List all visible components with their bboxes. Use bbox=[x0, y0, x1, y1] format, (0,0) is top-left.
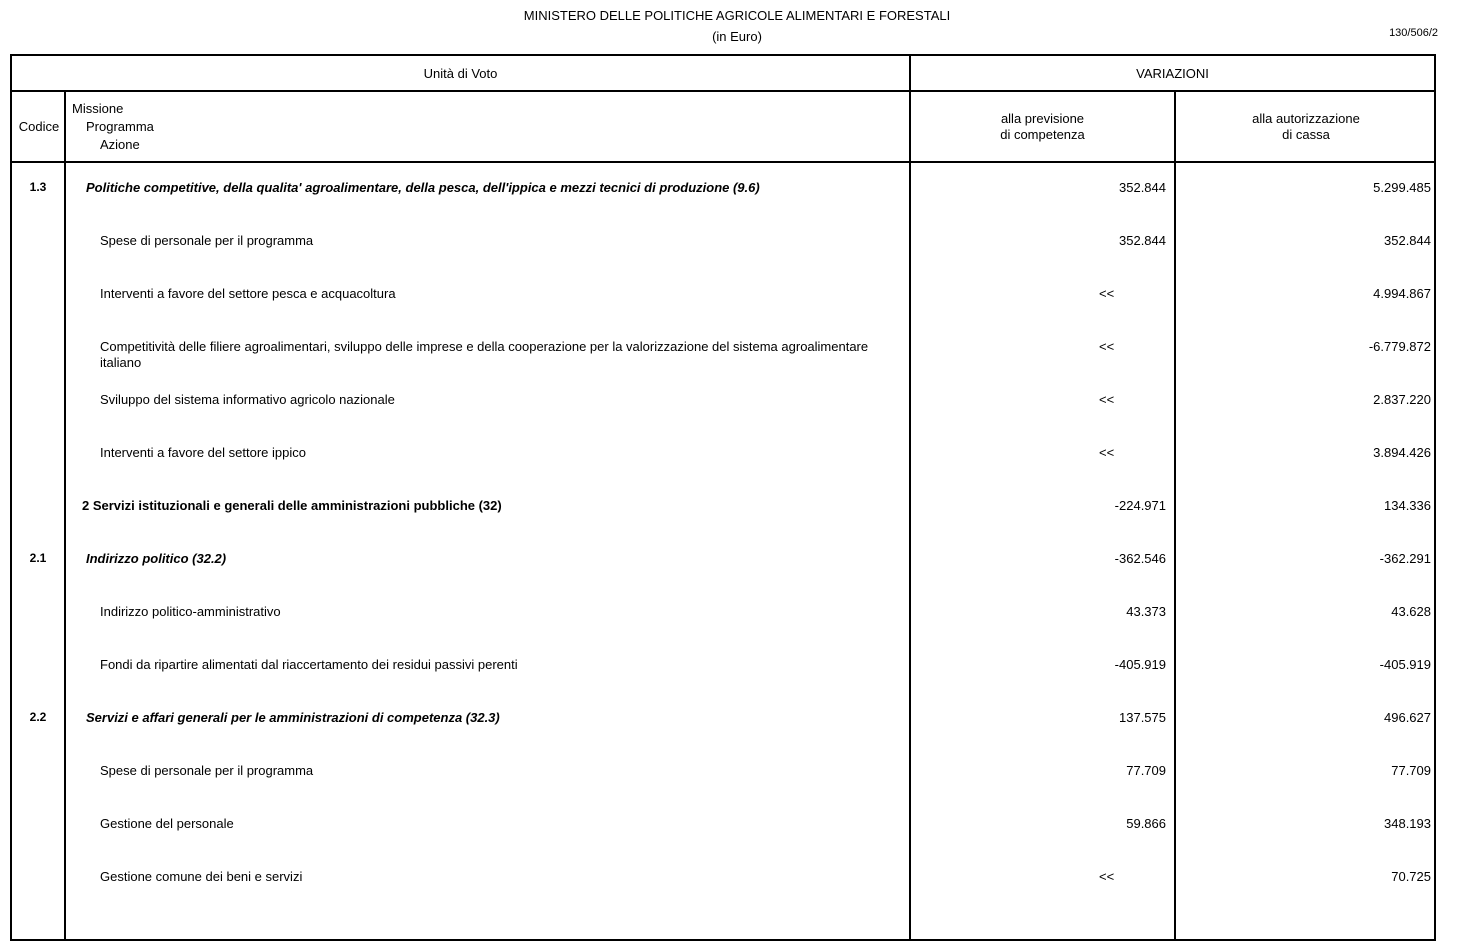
row-cassa: 77.709 bbox=[1391, 763, 1431, 778]
table-row bbox=[12, 640, 1434, 693]
table-row bbox=[12, 534, 1434, 587]
row-cassa: 2.837.220 bbox=[1373, 392, 1431, 407]
row-previsione: << bbox=[1099, 339, 1115, 354]
table-row bbox=[12, 852, 1434, 905]
table-row bbox=[12, 746, 1434, 799]
row-previsione: << bbox=[1099, 392, 1115, 407]
row-code: 1.3 bbox=[29, 180, 47, 194]
page-title: MINISTERO DELLE POLITICHE AGRICOLE ALIMENTARI E FORESTALI bbox=[523, 8, 951, 23]
table-row bbox=[12, 799, 1434, 852]
row-description: Gestione comune dei beni e servizi bbox=[100, 869, 303, 884]
row-previsione: 352.844 bbox=[1119, 180, 1166, 195]
row-description: Spese di personale per il programma bbox=[100, 763, 314, 778]
column-header-previsione bbox=[911, 111, 1174, 143]
table-row bbox=[12, 693, 1434, 746]
table-row bbox=[12, 375, 1434, 428]
row-code: 2.2 bbox=[29, 710, 47, 724]
row-description: Sviluppo del sistema informativo agricolo nazionale bbox=[100, 392, 395, 407]
table-row bbox=[12, 163, 1434, 216]
group-header-variazioni: VARIAZIONI bbox=[1136, 66, 1209, 81]
row-cassa: 5.299.485 bbox=[1373, 180, 1431, 195]
row-previsione: << bbox=[1099, 286, 1115, 301]
table-row bbox=[12, 216, 1434, 269]
row-previsione: << bbox=[1099, 869, 1115, 884]
header-previsione-line1: alla previsione bbox=[1000, 111, 1085, 126]
row-description: Gestione del personale bbox=[100, 816, 234, 831]
row-cassa: 348.193 bbox=[1384, 816, 1431, 831]
table-row bbox=[12, 322, 1434, 375]
row-cassa: 3.894.426 bbox=[1373, 445, 1431, 460]
row-description: Interventi a favore del settore pesca e acquacoltura bbox=[100, 286, 396, 301]
row-description: Indirizzo politico-amministrativo bbox=[100, 604, 281, 619]
row-previsione: -362.546 bbox=[1114, 551, 1166, 566]
row-previsione: << bbox=[1099, 445, 1115, 460]
column-header-cassa bbox=[1176, 111, 1436, 143]
group-header-unita: Unità di Voto bbox=[423, 66, 498, 81]
row-previsione: 43.373 bbox=[1126, 604, 1166, 619]
row-cassa: -6.779.872 bbox=[1368, 339, 1431, 354]
header-missione: Missione bbox=[72, 101, 124, 116]
row-previsione: -405.919 bbox=[1114, 657, 1166, 672]
row-cassa: 4.994.867 bbox=[1373, 286, 1431, 301]
table-row bbox=[12, 481, 1434, 534]
row-description: Interventi a favore del settore ippico bbox=[100, 445, 306, 460]
row-description: Spese di personale per il programma bbox=[100, 233, 314, 248]
row-description: Competitività delle filiere agroalimentari, sviluppo delle imprese e della cooperazione per la valorizzazione del sistema agroalimentare italiano bbox=[100, 339, 869, 370]
header-divider bbox=[12, 90, 1434, 92]
row-cassa: -362.291 bbox=[1379, 551, 1431, 566]
column-header-codice: Codice bbox=[18, 119, 60, 134]
document-number: 130/506/2 bbox=[1389, 27, 1438, 39]
column-header-missione bbox=[72, 100, 154, 154]
row-cassa: 352.844 bbox=[1384, 233, 1431, 248]
page-subtitle: (in Euro) bbox=[712, 29, 762, 44]
row-description: 2 Servizi istituzionali e generali delle amministrazioni pubbliche (32) bbox=[82, 498, 502, 513]
table-row bbox=[12, 428, 1434, 481]
table-row bbox=[12, 269, 1434, 322]
row-description: Fondi da ripartire alimentati dal riaccertamento dei residui passivi perenti bbox=[100, 657, 518, 672]
row-description: Servizi e affari generali per le amministrazioni di competenza (32.3) bbox=[86, 710, 500, 725]
row-cassa: 43.628 bbox=[1391, 604, 1431, 619]
row-description: Politiche competitive, della qualita' agroalimentare, della pesca, dell'ippica e mezzi tecnici di produzione (9.6) bbox=[86, 180, 760, 195]
row-description: Indirizzo politico (32.2) bbox=[86, 551, 227, 566]
row-previsione: 137.575 bbox=[1119, 710, 1166, 725]
row-cassa: -405.919 bbox=[1379, 657, 1431, 672]
header-programma: Programma bbox=[86, 119, 154, 134]
row-previsione: 352.844 bbox=[1119, 233, 1166, 248]
header-previsione-line2: di competenza bbox=[1000, 127, 1085, 142]
row-cassa: 134.336 bbox=[1384, 498, 1431, 513]
row-previsione: -224.971 bbox=[1114, 498, 1166, 513]
table-row bbox=[12, 587, 1434, 640]
budget-table bbox=[10, 54, 1436, 941]
row-cassa: 496.627 bbox=[1384, 710, 1431, 725]
row-code: 2.1 bbox=[29, 551, 47, 565]
row-previsione: 77.709 bbox=[1126, 763, 1166, 778]
row-previsione: 59.866 bbox=[1126, 816, 1166, 831]
header-azione: Azione bbox=[100, 137, 140, 152]
header-cassa-line1: alla autorizzazione bbox=[1252, 111, 1360, 126]
header-cassa-line2: di cassa bbox=[1282, 127, 1330, 142]
row-cassa: 70.725 bbox=[1391, 869, 1431, 884]
